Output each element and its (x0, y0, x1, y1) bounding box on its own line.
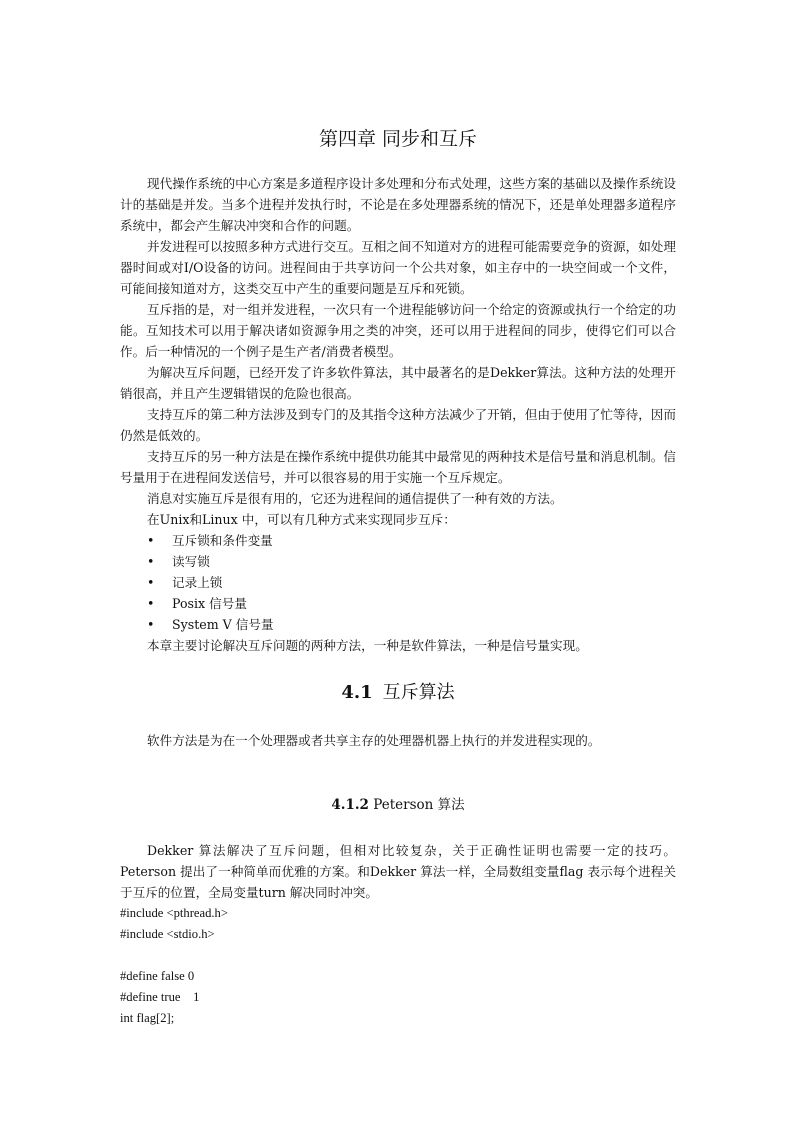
bullet-icon: • (147, 554, 155, 569)
code-line (120, 945, 676, 966)
list-item (120, 593, 676, 614)
list-item-text: 记录上锁 (172, 575, 223, 590)
list-item-text: 互斥锁和条件变量 (172, 533, 273, 548)
closing-paragraph: 本章主要讨论解决互斥问题的两种方法，一种是软件算法，一种是信号量实现。 (147, 638, 588, 653)
list-item (120, 572, 676, 593)
section-title (120, 678, 676, 704)
paragraph: 支持互斥的第二种方法涉及到专门的及其指令这种方法减少了开销，但由于使用了忙等待，因而仍然是低效的。 (120, 407, 676, 443)
subsection-title (120, 793, 676, 813)
section-number: 4.1 (341, 682, 373, 703)
list-item-text: 读写锁 (172, 554, 210, 569)
paragraph: 为解决互斥问题，已经开发了许多软件算法，其中最著名的是Dekker算法。这种方法的处理开销很高，并且产生逻辑错误的危险也很高。 (120, 365, 676, 401)
code-line: #include <stdio.h> (120, 927, 215, 941)
paragraph: 现代操作系统的中心方案是多道程序设计多处理和分布式处理，这些方案的基础以及操作系统设计的基础是并发。当多个进程并发执行时，不论是在多处理器系统的情况下，还是单处理器多道程序系统中，都会产生解决冲突和合作的问题。 (120, 176, 676, 233)
section-heading: 互斥算法 (382, 682, 455, 703)
peterson-section (120, 840, 676, 1029)
code-line: int flag[2]; (120, 1011, 175, 1025)
chapter-title: 第四章 同步和互斥 (318, 128, 478, 150)
bullet-icon: • (147, 617, 155, 632)
section-paragraph: 软件方法是为在一个处理器或者共享主存的处理器机器上执行的并发进程实现的。 (147, 733, 601, 748)
bullet-icon: • (147, 575, 155, 590)
subsection-number: 4.1.2 (331, 797, 369, 813)
paragraph: 在Unix和Linux 中，可以有几种方式来实现同步互斥： (147, 512, 456, 527)
bullet-icon: • (147, 533, 155, 548)
paragraph: 消息对实施互斥是很有用的，它还为进程间的通信提供了一种有效的方法。 (147, 491, 563, 506)
paragraph: 支持互斥的另一种方法是在操作系统中提供功能其中最常见的两种技术是信号量和消息机制。信号量用于在进程间发送信号，并可以很容易的用于实施一个互斥规定。 (120, 449, 676, 485)
bullet-icon: • (147, 596, 155, 611)
list-item-text: Posix 信号量 (172, 596, 247, 611)
list-item (120, 614, 676, 635)
chapter-intro (120, 173, 676, 656)
subsection-heading: Peterson 算法 (373, 797, 465, 813)
paragraph: 互斥指的是，对一组并发进程，一次只有一个进程能够访问一个给定的资源或执行一个给定的功能。互知技术可以用于解决诸如资源争用之类的冲突，还可以用于进程间的同步，使得它们可以合作。后一种情况的一个例子是生产者/消费者模型。 (120, 302, 676, 359)
code-line: #define true 1 (120, 990, 200, 1004)
sync-methods-list (120, 530, 676, 635)
code-line: #include <pthread.h> (120, 906, 228, 920)
list-item-text: System V 信号量 (172, 617, 274, 632)
peterson-paragraph: Dekker 算法解决了互斥问题，但相对比较复杂，关于正确性证明也需要一定的技巧。Peterson 提出了一种简单而优雅的方案。和Dekker 算法一样，全局数组变量flag 表示每个进程关于互斥的位置，全局变量turn 解决同时冲突。 (120, 843, 676, 900)
list-item (120, 530, 676, 551)
list-item (120, 551, 676, 572)
paragraph: 并发进程可以按照多种方式进行交互。互相之间不知道对方的进程可能需要竞争的资源，如处理器时间或对I/O设备的访问。进程间由于共享访问一个公共对象，如主存中的一块空间或一个文件，可能间接知道对方，这类交互中产生的重要问题是互斥和死锁。 (120, 239, 676, 296)
code-line: #define false 0 (120, 969, 195, 983)
